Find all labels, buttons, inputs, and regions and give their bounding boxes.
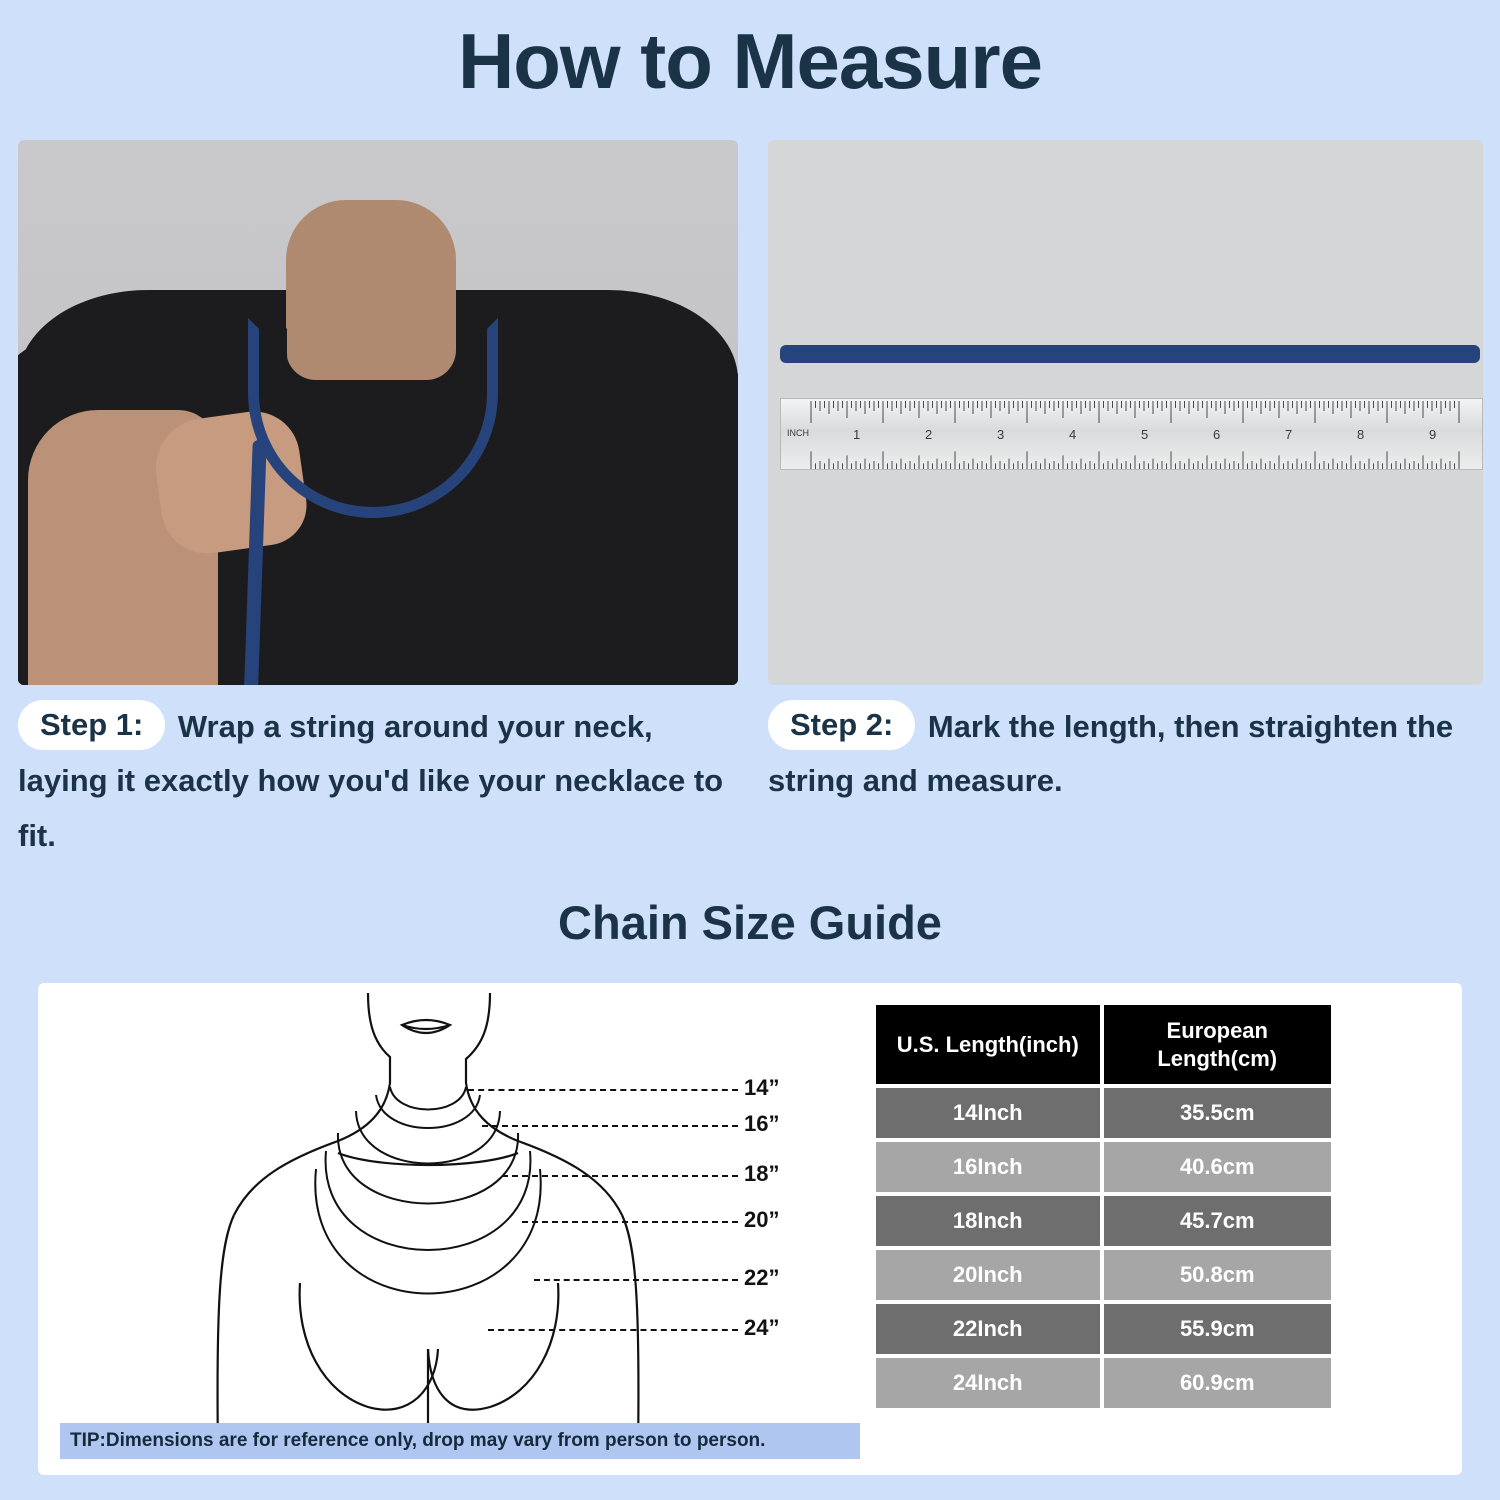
woman-illustration [18,140,738,685]
ruler-unit-label: INCH [787,428,809,438]
step-1-block [18,700,748,863]
cell-eu: 40.6cm [1104,1142,1332,1192]
dim-line-24 [488,1329,738,1331]
cell-eu: 55.9cm [1104,1304,1332,1354]
table-row [876,1304,1331,1354]
chain-size-guide-card [38,983,1462,1475]
step-2-block [768,700,1488,809]
tip-bar: TIP:Dimensions are for reference only, drop may vary from person to person. [60,1423,860,1459]
ruler-number: 4 [1069,427,1077,442]
cell-eu: 45.7cm [1104,1196,1332,1246]
step-2-label: Step 2: [768,700,915,750]
step-1-text: Wrap a string around your neck, laying it exactly how you'd like your necklace to fit. [18,709,724,853]
straightened-string [780,345,1480,363]
size-table [876,1001,1331,1412]
page-title: How to Measure [457,17,1043,105]
ruler-number: 8 [1357,427,1365,442]
table-row [876,1250,1331,1300]
ruler-number: 5 [1141,427,1149,442]
dim-label-20: 20” [744,1207,780,1232]
figure-outline [38,983,838,1453]
cell-us: 20Inch [876,1250,1104,1300]
photo-step1-woman-with-string [18,140,738,685]
dim-line-18 [502,1175,738,1177]
cell-us: 18Inch [876,1196,1104,1246]
ruler-number: 9 [1429,427,1437,442]
dim-label-18: 18” [744,1161,780,1186]
dim-line-20 [522,1221,738,1223]
ruler-number: 3 [997,427,1005,442]
dim-line-14 [468,1089,738,1091]
cell-eu: 35.5cm [1104,1088,1332,1138]
chain-size-guide-title: Chain Size Guide [558,896,942,949]
dim-label-22: 22” [744,1265,780,1290]
ruler-number: 7 [1285,427,1293,442]
cell-eu: 50.8cm [1104,1250,1332,1300]
cell-us: 16Inch [876,1142,1104,1192]
cell-us: 22Inch [876,1304,1104,1354]
table-row [876,1196,1331,1246]
ruler-tick-marks [781,399,1483,471]
dim-line-16 [482,1125,738,1127]
table-header-us: U.S. Length(inch) [876,1005,1104,1084]
dim-label-16: 16” [744,1111,780,1136]
table-row [876,1142,1331,1192]
ruler [780,398,1483,470]
ruler-number: 1 [853,427,861,442]
table-header-eu: European Length(cm) [1104,1005,1332,1084]
cell-us: 14Inch [876,1088,1104,1138]
shoulder-right-shape [548,340,738,685]
cell-eu: 60.9cm [1104,1358,1332,1408]
ruler-number: 6 [1213,427,1221,442]
dim-label-24: 24” [744,1315,780,1340]
dim-label-14: 14” [744,1075,780,1100]
necklace-length-figure [38,983,838,1475]
table-header-row [876,1005,1331,1084]
cell-us: 24Inch [876,1358,1104,1408]
ruler-ticks [781,399,1482,469]
table-row [876,1088,1331,1138]
step-2-text: Mark the length, then straighten the string and measure. [768,709,1454,799]
photo-step2-ruler [768,140,1483,685]
table-row [876,1358,1331,1408]
step-1-label: Step 1: [18,700,165,750]
ruler-number: 2 [925,427,933,442]
dim-line-22 [534,1279,738,1281]
